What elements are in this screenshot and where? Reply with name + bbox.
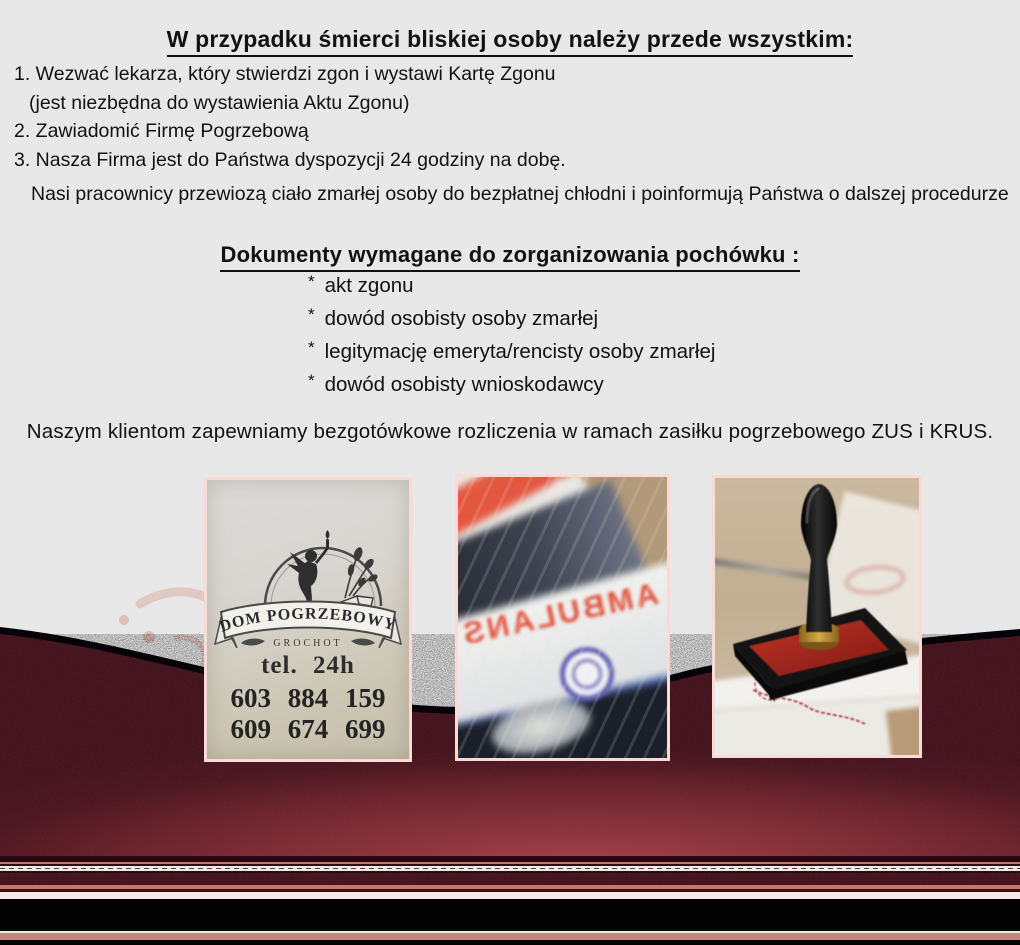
document-item [308,336,715,369]
sign-phone-number-1: 603 884 159 [230,683,386,713]
bouquet-leaves [347,546,379,588]
document-item-text: akt zgonu [324,274,414,297]
documents-list [308,270,715,402]
stripe-black-band [0,899,1020,931]
sign-phone-number-2: 609 674 699 [230,714,386,744]
step-line: Nasi pracownicy przewiozą ciało zmarłej osoby do bezpłatnej chłodni i poinformują Państwa o dalszej procedurze [31,183,1009,205]
leaf-flourish-icon [351,639,375,646]
ribbon-banner [215,602,401,649]
bouquet-icon [345,552,373,598]
motion-blur-streaks [458,477,667,758]
documents-heading [0,242,1020,272]
document-item-text: legitymację emeryta/rencisty osoby zmarłej [324,340,716,363]
open-book-icon [341,596,373,610]
photo-rubber-stamp [712,475,922,758]
document-item-text: dowód osobisty osoby zmarłej [324,307,599,330]
step-line: 3. Nasza Firma jest do Państwa dyspozycji 24 godziny na dobę. [14,148,566,171]
stripe [0,933,1020,940]
sheen-highlight [0,753,1020,858]
stamp-handle [801,484,837,632]
banner-subtitle-group [241,638,375,648]
document-item [308,303,715,336]
note-text: Naszym klientom zapewniamy bezgotówkowe rozliczenia w ramach zasiłku pogrzebowego ZUS i KRUS. [26,420,994,443]
svg-text:DOM POGRZEBOWY [217,606,398,636]
page-title [0,26,1020,57]
logo-dome-arch [265,548,381,606]
photo-funeral-home-sign [204,477,412,762]
step-line: 2. Zawiadomić Firmę Pogrzebową [14,120,309,142]
stripe [0,871,1020,873]
documents-heading-text: Dokumenty wymagane do zorganizowania pochówku : [220,242,799,272]
document-item [308,369,715,402]
funeral-home-logo [207,498,409,648]
asterisk-bullet-icon: * [308,371,315,390]
banner-title: DOM POGRZEBOWY [217,605,399,636]
asterisk-bullet-icon: * [308,305,315,324]
steps-list [14,60,1014,209]
document-item [308,270,715,303]
stripe [0,892,1020,899]
step-line: (jest niezbędna do wystawienia Aktu Zgonu) [29,91,410,114]
page-title-text: W przypadku śmierci bliskiej osoby należy przede wszystkim: [167,26,854,57]
banner-subtitle: GROCHOT [273,638,343,648]
asterisk-bullet-icon: * [308,338,315,357]
asterisk-bullet-icon: * [308,272,315,291]
stripe [0,940,1020,945]
photo-ambulance [455,474,670,761]
leaf-flourish-icon [241,639,265,646]
sign-tel-label: tel. 24h [261,652,355,679]
document-item-text: dowód osobisty wnioskodawcy [324,373,604,396]
stamp-drawing [715,478,919,755]
step-line: 1. Wezwać lekarza, który stwierdzi zgon i wystawi Kartę Zgonu [14,63,556,85]
angel-icon [287,530,329,606]
